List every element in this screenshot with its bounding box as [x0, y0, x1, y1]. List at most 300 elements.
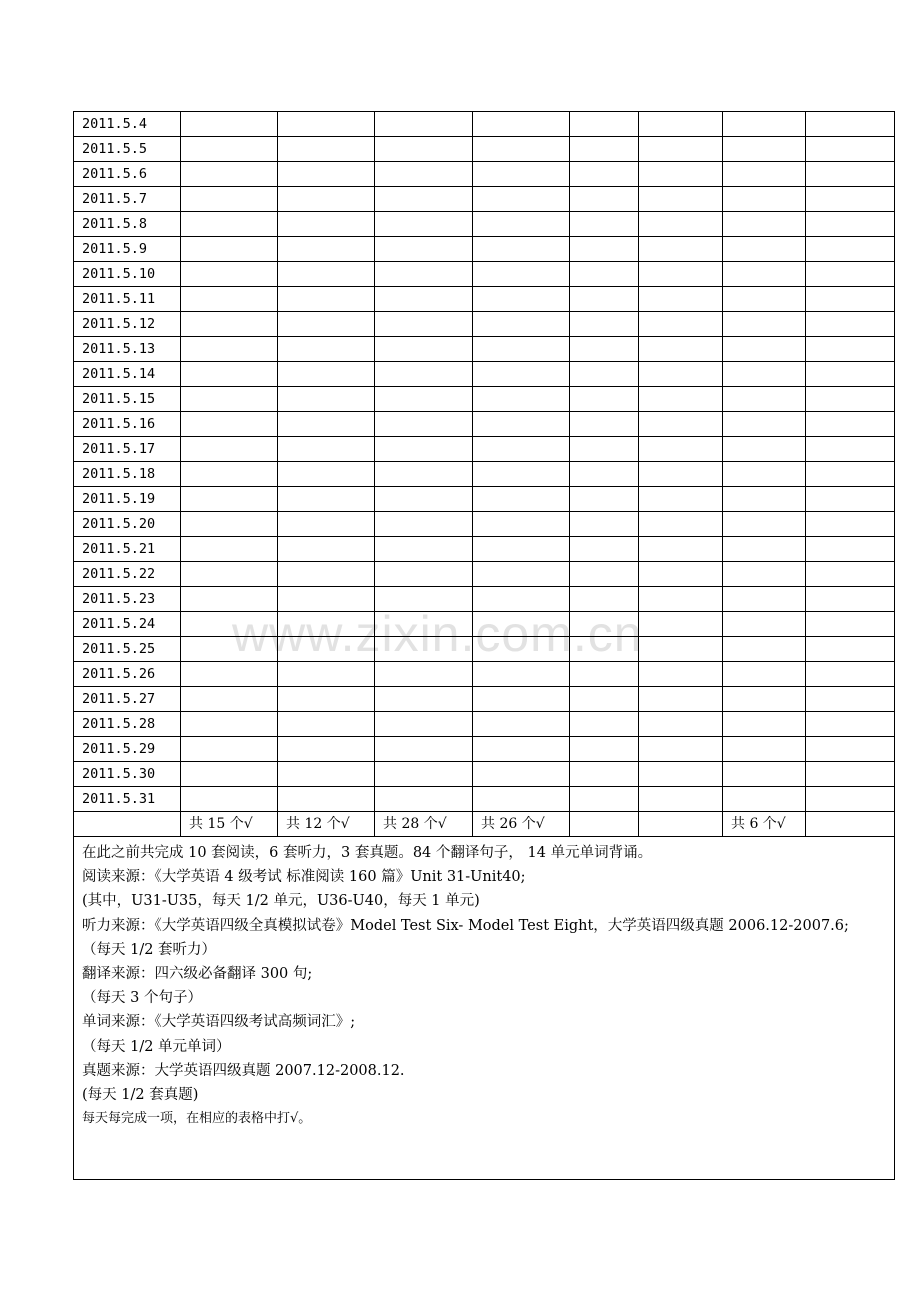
check-cell[interactable] [723, 262, 806, 287]
date-cell: 2011.5.20 [74, 512, 181, 537]
check-cell[interactable] [375, 437, 473, 462]
check-cell[interactable] [570, 712, 639, 737]
check-cell[interactable] [375, 612, 473, 637]
check-cell[interactable] [723, 787, 806, 812]
watermark: www.zixin.com.cn [232, 606, 643, 662]
check-cell[interactable] [639, 187, 723, 212]
check-cell[interactable] [723, 137, 806, 162]
check-cell[interactable] [278, 787, 375, 812]
check-cell[interactable] [181, 187, 278, 212]
check-cell[interactable] [639, 662, 723, 687]
check-cell[interactable] [278, 462, 375, 487]
check-cell[interactable] [570, 662, 639, 687]
table-row [74, 662, 895, 687]
check-cell[interactable] [181, 487, 278, 512]
note-line: (每天 1/2 套真题) [82, 1087, 199, 1104]
table-row [74, 462, 895, 487]
check-cell[interactable] [639, 537, 723, 562]
check-cell[interactable] [570, 287, 639, 312]
table-row [74, 362, 895, 387]
total-cell [74, 812, 181, 837]
check-cell[interactable] [723, 212, 806, 237]
note-line: （每天 1/2 单元单词） [82, 1038, 231, 1055]
check-cell[interactable] [806, 287, 895, 312]
check-cell[interactable] [570, 787, 639, 812]
check-cell[interactable] [639, 137, 723, 162]
table-row [74, 487, 895, 512]
check-cell[interactable] [806, 762, 895, 787]
check-cell[interactable] [181, 162, 278, 187]
check-cell[interactable] [473, 262, 570, 287]
note-line: 每天每完成一项，在相应的表格中打√。 [82, 1111, 312, 1127]
check-cell[interactable] [278, 337, 375, 362]
check-cell[interactable] [278, 312, 375, 337]
note-line: 真题来源：大学英语四级真题 2007.12-2008.12. [82, 1062, 405, 1079]
check-cell[interactable] [570, 162, 639, 187]
date-cell: 2011.5.27 [74, 687, 181, 712]
date-cell: 2011.5.8 [74, 212, 181, 237]
check-cell[interactable] [723, 637, 806, 662]
check-cell[interactable] [278, 737, 375, 762]
check-cell[interactable] [723, 237, 806, 262]
check-cell[interactable] [639, 312, 723, 337]
check-cell[interactable] [375, 387, 473, 412]
check-cell[interactable] [473, 387, 570, 412]
check-cell[interactable] [278, 712, 375, 737]
check-cell[interactable] [570, 762, 639, 787]
check-cell[interactable] [278, 137, 375, 162]
study-log-body [74, 112, 895, 1180]
check-cell[interactable] [639, 412, 723, 437]
check-cell[interactable] [181, 387, 278, 412]
check-cell[interactable] [181, 537, 278, 562]
check-cell[interactable] [278, 412, 375, 437]
check-cell[interactable] [375, 487, 473, 512]
check-cell[interactable] [639, 637, 723, 662]
check-cell[interactable] [723, 112, 806, 137]
check-cell[interactable] [375, 787, 473, 812]
check-cell[interactable] [723, 512, 806, 537]
check-cell[interactable] [278, 487, 375, 512]
check-cell[interactable] [639, 262, 723, 287]
check-cell[interactable] [181, 637, 278, 662]
check-cell[interactable] [639, 512, 723, 537]
check-cell[interactable] [570, 262, 639, 287]
check-cell[interactable] [181, 337, 278, 362]
check-cell[interactable] [570, 562, 639, 587]
check-cell[interactable] [375, 287, 473, 312]
table-row [74, 187, 895, 212]
check-cell[interactable] [375, 412, 473, 437]
date-cell: 2011.5.4 [74, 112, 181, 137]
check-cell[interactable] [806, 612, 895, 637]
check-cell[interactable] [473, 212, 570, 237]
check-cell[interactable] [723, 337, 806, 362]
note-line: 听力来源：《大学英语四级全真模拟试卷》Model Test Six- Model Test Eight，大学英语四级真题 2006.12-2007.6; [82, 917, 849, 934]
check-cell[interactable] [570, 437, 639, 462]
table-row [74, 437, 895, 462]
study-log-table [73, 111, 895, 1180]
check-cell[interactable] [375, 712, 473, 737]
check-cell[interactable] [181, 262, 278, 287]
check-cell[interactable] [723, 187, 806, 212]
check-cell[interactable] [806, 237, 895, 262]
date-cell: 2011.5.17 [74, 437, 181, 462]
check-cell[interactable] [375, 212, 473, 237]
check-cell[interactable] [639, 287, 723, 312]
note-line: 翻译来源：四六级必备翻译 300 句; [82, 966, 313, 983]
check-cell[interactable] [639, 237, 723, 262]
check-cell[interactable] [278, 287, 375, 312]
check-cell[interactable] [806, 587, 895, 612]
check-cell[interactable] [806, 787, 895, 812]
check-cell[interactable] [181, 587, 278, 612]
date-cell: 2011.5.18 [74, 462, 181, 487]
table-row [74, 387, 895, 412]
check-cell[interactable] [181, 237, 278, 262]
date-cell: 2011.5.31 [74, 787, 181, 812]
total-cell: 共 12 个√ [278, 812, 375, 837]
check-cell[interactable] [375, 512, 473, 537]
date-cell: 2011.5.11 [74, 287, 181, 312]
check-cell[interactable] [375, 362, 473, 387]
check-cell[interactable] [375, 587, 473, 612]
check-cell[interactable] [473, 537, 570, 562]
check-cell[interactable] [570, 312, 639, 337]
check-cell[interactable] [806, 537, 895, 562]
check-cell[interactable] [570, 362, 639, 387]
check-cell[interactable] [278, 237, 375, 262]
check-cell[interactable] [181, 687, 278, 712]
check-cell[interactable] [278, 187, 375, 212]
check-cell[interactable] [473, 512, 570, 537]
check-cell[interactable] [570, 537, 639, 562]
check-cell[interactable] [806, 187, 895, 212]
check-cell[interactable] [375, 187, 473, 212]
check-cell[interactable] [570, 462, 639, 487]
check-cell[interactable] [278, 262, 375, 287]
date-cell: 2011.5.30 [74, 762, 181, 787]
check-cell[interactable] [806, 437, 895, 462]
check-cell[interactable] [639, 112, 723, 137]
check-cell[interactable] [806, 412, 895, 437]
check-cell[interactable] [473, 787, 570, 812]
check-cell[interactable] [375, 312, 473, 337]
notes-row [74, 837, 895, 1180]
check-cell[interactable] [278, 562, 375, 587]
check-cell[interactable] [473, 337, 570, 362]
check-cell[interactable] [181, 512, 278, 537]
check-cell[interactable] [723, 587, 806, 612]
check-cell[interactable] [375, 637, 473, 662]
check-cell[interactable] [806, 362, 895, 387]
check-cell[interactable] [806, 712, 895, 737]
check-cell[interactable] [806, 737, 895, 762]
check-cell[interactable] [181, 462, 278, 487]
check-cell[interactable] [570, 687, 639, 712]
check-cell[interactable] [375, 462, 473, 487]
check-cell[interactable] [278, 612, 375, 637]
check-cell[interactable] [639, 437, 723, 462]
date-cell: 2011.5.28 [74, 712, 181, 737]
check-cell[interactable] [570, 237, 639, 262]
check-cell[interactable] [473, 162, 570, 187]
check-cell[interactable] [806, 312, 895, 337]
check-cell[interactable] [570, 337, 639, 362]
check-cell[interactable] [473, 462, 570, 487]
table-row [74, 412, 895, 437]
date-cell: 2011.5.23 [74, 587, 181, 612]
date-cell: 2011.5.6 [74, 162, 181, 187]
check-cell[interactable] [181, 412, 278, 437]
check-cell[interactable] [278, 112, 375, 137]
check-cell[interactable] [570, 412, 639, 437]
note-line: 阅读来源：《大学英语 4 级考试 标准阅读 160 篇》Unit 31-Unit40; [82, 869, 526, 886]
check-cell[interactable] [473, 587, 570, 612]
note-line: （每天 3 个句子） [82, 990, 202, 1007]
notes-cell [74, 837, 895, 1180]
date-cell: 2011.5.5 [74, 137, 181, 162]
check-cell[interactable] [278, 762, 375, 787]
check-cell[interactable] [473, 737, 570, 762]
check-cell[interactable] [375, 162, 473, 187]
check-cell[interactable] [181, 787, 278, 812]
check-cell[interactable] [639, 737, 723, 762]
table-row [74, 787, 895, 812]
date-cell: 2011.5.21 [74, 537, 181, 562]
check-cell[interactable] [723, 437, 806, 462]
table-row [74, 137, 895, 162]
totals-row [74, 812, 895, 837]
check-cell[interactable] [723, 312, 806, 337]
note-line: 单词来源：《大学英语四级考试高频词汇》; [82, 1014, 356, 1031]
total-cell [806, 812, 895, 837]
table-row [74, 237, 895, 262]
check-cell[interactable] [806, 662, 895, 687]
table-row [74, 112, 895, 137]
total-cell: 共 6 个√ [723, 812, 806, 837]
check-cell[interactable] [639, 587, 723, 612]
check-cell[interactable] [723, 737, 806, 762]
total-cell [570, 812, 639, 837]
check-cell[interactable] [639, 612, 723, 637]
check-cell[interactable] [723, 687, 806, 712]
check-cell[interactable] [806, 562, 895, 587]
check-cell[interactable] [806, 162, 895, 187]
check-cell[interactable] [473, 612, 570, 637]
check-cell[interactable] [570, 587, 639, 612]
check-cell[interactable] [181, 662, 278, 687]
check-cell[interactable] [375, 562, 473, 587]
check-cell[interactable] [639, 162, 723, 187]
check-cell[interactable] [473, 187, 570, 212]
table-row [74, 587, 895, 612]
check-cell[interactable] [473, 137, 570, 162]
check-cell[interactable] [375, 337, 473, 362]
check-cell[interactable] [375, 137, 473, 162]
date-cell: 2011.5.7 [74, 187, 181, 212]
check-cell[interactable] [473, 412, 570, 437]
total-cell [639, 812, 723, 837]
check-cell[interactable] [639, 462, 723, 487]
check-cell[interactable] [473, 437, 570, 462]
date-cell: 2011.5.13 [74, 337, 181, 362]
check-cell[interactable] [639, 362, 723, 387]
check-cell[interactable] [181, 212, 278, 237]
check-cell[interactable] [806, 337, 895, 362]
check-cell[interactable] [181, 312, 278, 337]
check-cell[interactable] [806, 212, 895, 237]
check-cell[interactable] [278, 587, 375, 612]
check-cell[interactable] [723, 287, 806, 312]
check-cell[interactable] [375, 662, 473, 687]
check-cell[interactable] [723, 612, 806, 637]
check-cell[interactable] [570, 487, 639, 512]
check-cell[interactable] [570, 737, 639, 762]
check-cell[interactable] [375, 237, 473, 262]
date-cell: 2011.5.29 [74, 737, 181, 762]
check-cell[interactable] [278, 162, 375, 187]
check-cell[interactable] [723, 162, 806, 187]
check-cell[interactable] [278, 362, 375, 387]
check-cell[interactable] [473, 762, 570, 787]
check-cell[interactable] [723, 487, 806, 512]
check-cell[interactable] [375, 112, 473, 137]
table-row [74, 712, 895, 737]
check-cell[interactable] [570, 112, 639, 137]
check-cell[interactable] [278, 437, 375, 462]
check-cell[interactable] [570, 612, 639, 637]
check-cell[interactable] [639, 712, 723, 737]
check-cell[interactable] [375, 687, 473, 712]
check-cell[interactable] [806, 512, 895, 537]
check-cell[interactable] [473, 362, 570, 387]
check-cell[interactable] [278, 662, 375, 687]
note-line: 在此之前共完成 10 套阅读，6 套听力，3 套真题。84 个翻译句子， 14 单元单词背诵。 [82, 845, 653, 861]
check-cell[interactable] [806, 137, 895, 162]
check-cell[interactable] [473, 112, 570, 137]
check-cell[interactable] [570, 137, 639, 162]
check-cell[interactable] [181, 612, 278, 637]
check-cell[interactable] [181, 137, 278, 162]
check-cell[interactable] [473, 487, 570, 512]
date-cell: 2011.5.16 [74, 412, 181, 437]
check-cell[interactable] [375, 762, 473, 787]
date-cell: 2011.5.10 [74, 262, 181, 287]
check-cell[interactable] [806, 462, 895, 487]
check-cell[interactable] [639, 562, 723, 587]
date-cell: 2011.5.22 [74, 562, 181, 587]
check-cell[interactable] [723, 762, 806, 787]
table-row [74, 162, 895, 187]
check-cell[interactable] [806, 387, 895, 412]
table-row [74, 637, 895, 662]
table-row [74, 762, 895, 787]
check-cell[interactable] [806, 487, 895, 512]
check-cell[interactable] [639, 487, 723, 512]
note-line: （每天 1/2 套听力） [82, 941, 217, 958]
date-cell: 2011.5.24 [74, 612, 181, 637]
check-cell[interactable] [181, 112, 278, 137]
check-cell[interactable] [806, 262, 895, 287]
check-cell[interactable] [570, 387, 639, 412]
table-row [74, 312, 895, 337]
check-cell[interactable] [473, 687, 570, 712]
check-cell[interactable] [181, 437, 278, 462]
table-row [74, 737, 895, 762]
table-row [74, 612, 895, 637]
check-cell[interactable] [723, 412, 806, 437]
date-cell: 2011.5.15 [74, 387, 181, 412]
check-cell[interactable] [570, 187, 639, 212]
check-cell[interactable] [723, 662, 806, 687]
check-cell[interactable] [806, 637, 895, 662]
table-row [74, 537, 895, 562]
check-cell[interactable] [181, 737, 278, 762]
check-cell[interactable] [278, 687, 375, 712]
check-cell[interactable] [639, 787, 723, 812]
date-cell: 2011.5.26 [74, 662, 181, 687]
check-cell[interactable] [181, 712, 278, 737]
total-cell: 共 28 个√ [375, 812, 473, 837]
check-cell[interactable] [639, 387, 723, 412]
date-cell: 2011.5.25 [74, 637, 181, 662]
check-cell[interactable] [473, 637, 570, 662]
total-cell: 共 26 个√ [473, 812, 570, 837]
check-cell[interactable] [473, 712, 570, 737]
check-cell[interactable] [181, 287, 278, 312]
check-cell[interactable] [181, 762, 278, 787]
check-cell[interactable] [278, 537, 375, 562]
check-cell[interactable] [723, 462, 806, 487]
check-cell[interactable] [278, 512, 375, 537]
check-cell[interactable] [723, 562, 806, 587]
table-row [74, 512, 895, 537]
check-cell[interactable] [723, 387, 806, 412]
check-cell[interactable] [278, 637, 375, 662]
check-cell[interactable] [473, 662, 570, 687]
check-cell[interactable] [570, 212, 639, 237]
check-cell[interactable] [723, 712, 806, 737]
check-cell[interactable] [181, 362, 278, 387]
check-cell[interactable] [639, 212, 723, 237]
check-cell[interactable] [278, 387, 375, 412]
check-cell[interactable] [806, 112, 895, 137]
date-cell: 2011.5.12 [74, 312, 181, 337]
check-cell[interactable] [473, 237, 570, 262]
check-cell[interactable] [723, 537, 806, 562]
check-cell[interactable] [639, 687, 723, 712]
date-cell: 2011.5.14 [74, 362, 181, 387]
date-cell: 2011.5.9 [74, 237, 181, 262]
check-cell[interactable] [473, 312, 570, 337]
check-cell[interactable] [375, 262, 473, 287]
check-cell[interactable] [806, 687, 895, 712]
check-cell[interactable] [570, 637, 639, 662]
check-cell[interactable] [723, 362, 806, 387]
check-cell[interactable] [473, 287, 570, 312]
check-cell[interactable] [473, 562, 570, 587]
check-cell[interactable] [639, 762, 723, 787]
check-cell[interactable] [181, 562, 278, 587]
check-cell[interactable] [570, 512, 639, 537]
check-cell[interactable] [639, 337, 723, 362]
table-row [74, 262, 895, 287]
table-row [74, 337, 895, 362]
check-cell[interactable] [375, 737, 473, 762]
check-cell[interactable] [375, 537, 473, 562]
check-cell[interactable] [278, 212, 375, 237]
